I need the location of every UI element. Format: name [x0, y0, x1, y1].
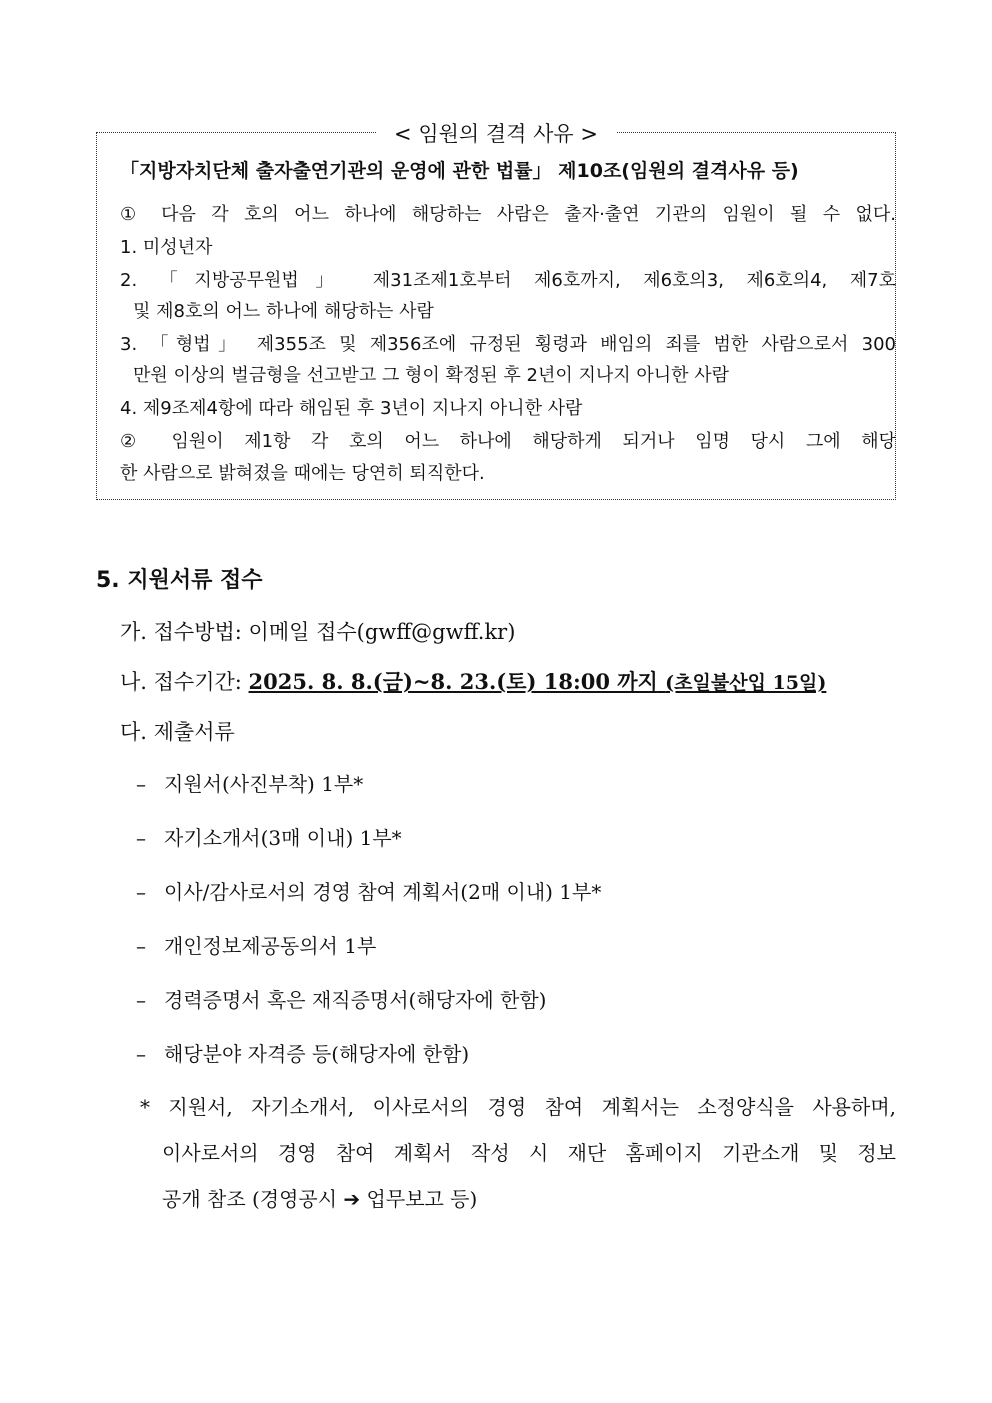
footnote-line: 이사로서의 경영 참여 계획서 작성 시 재단 홈페이지 기관소개 및 정보: [162, 1141, 896, 1165]
list-item: – 자기소개서(3매 이내) 1부*: [136, 826, 402, 850]
box-line: 4. 제9조제4항에 따라 해임된 후 3년이 지나지 아니한 사람: [120, 398, 583, 419]
list-item: – 지원서(사진부착) 1부*: [136, 772, 364, 796]
law-title: 「지방자치단체 출자출연기관의 운영에 관한 법률」 제10조(임원의 결격사유 등): [120, 160, 799, 182]
box-line: 1. 미성년자: [120, 237, 213, 258]
method-row: [120, 616, 515, 646]
list-item: – 개인정보제공동의서 1부: [136, 934, 377, 958]
box-line: 3. 「형법」 제355조 및 제356조에 규정된 횡령과 배임의 죄를 범한 사람으로서 300: [120, 334, 896, 355]
footnote: [140, 1084, 896, 1222]
box-line: 및 제8호의 어느 하나에 해당하는 사람: [133, 301, 434, 322]
list-item: – 해당분야 자격증 등(해당자에 한함): [136, 1042, 470, 1066]
box-line: 2. 「지방공무원법」 제31조제1호부터 제6호까지, 제6호의3, 제6호의4, 제7호: [120, 270, 896, 291]
box-line: 만원 이상의 벌금형을 선고받고 그 형이 확정된 후 2년이 지나지 아니한 사람: [133, 365, 730, 386]
box-line: ① 다음 각 호의 어느 하나에 해당하는 사람은 출자·출연 기관의 임원이 될 수 없다.: [120, 204, 896, 225]
box-line: 한 사람으로 밝혀졌을 때에는 당연히 퇴직한다.: [120, 463, 485, 484]
period-row: [120, 666, 826, 696]
box-line: ② 임원이 제1항 각 호의 어느 하나에 해당하게 되거나 임명 당시 그에 해당: [120, 431, 896, 452]
method-label: 가. 접수방법:: [120, 620, 242, 644]
period-label: 나. 접수기간:: [120, 670, 242, 694]
period-value: 2025. 8. 8.(금)~8. 23.(토) 18:00 까지 (초일불산입 15일): [248, 669, 827, 694]
method-value: 이메일 접수(gwff@gwff.kr): [248, 620, 516, 644]
docs-label: 다. 제출서류: [120, 720, 235, 744]
footnote-line: 공개 참조 (경영공시 ➔ 업무보고 등): [162, 1187, 478, 1211]
list-item: – 경력증명서 혹은 재직증명서(해당자에 한함): [136, 988, 547, 1012]
section-title: 5. 지원서류 접수: [96, 568, 263, 593]
footnote-line: * 지원서, 자기소개서, 이사로서의 경영 참여 계획서는 소정양식을 사용하며,: [140, 1095, 896, 1119]
box-title: < 임원의 결격 사유 >: [0, 118, 992, 148]
list-item: – 이사/감사로서의 경영 참여 계획서(2매 이내) 1부*: [136, 880, 602, 904]
